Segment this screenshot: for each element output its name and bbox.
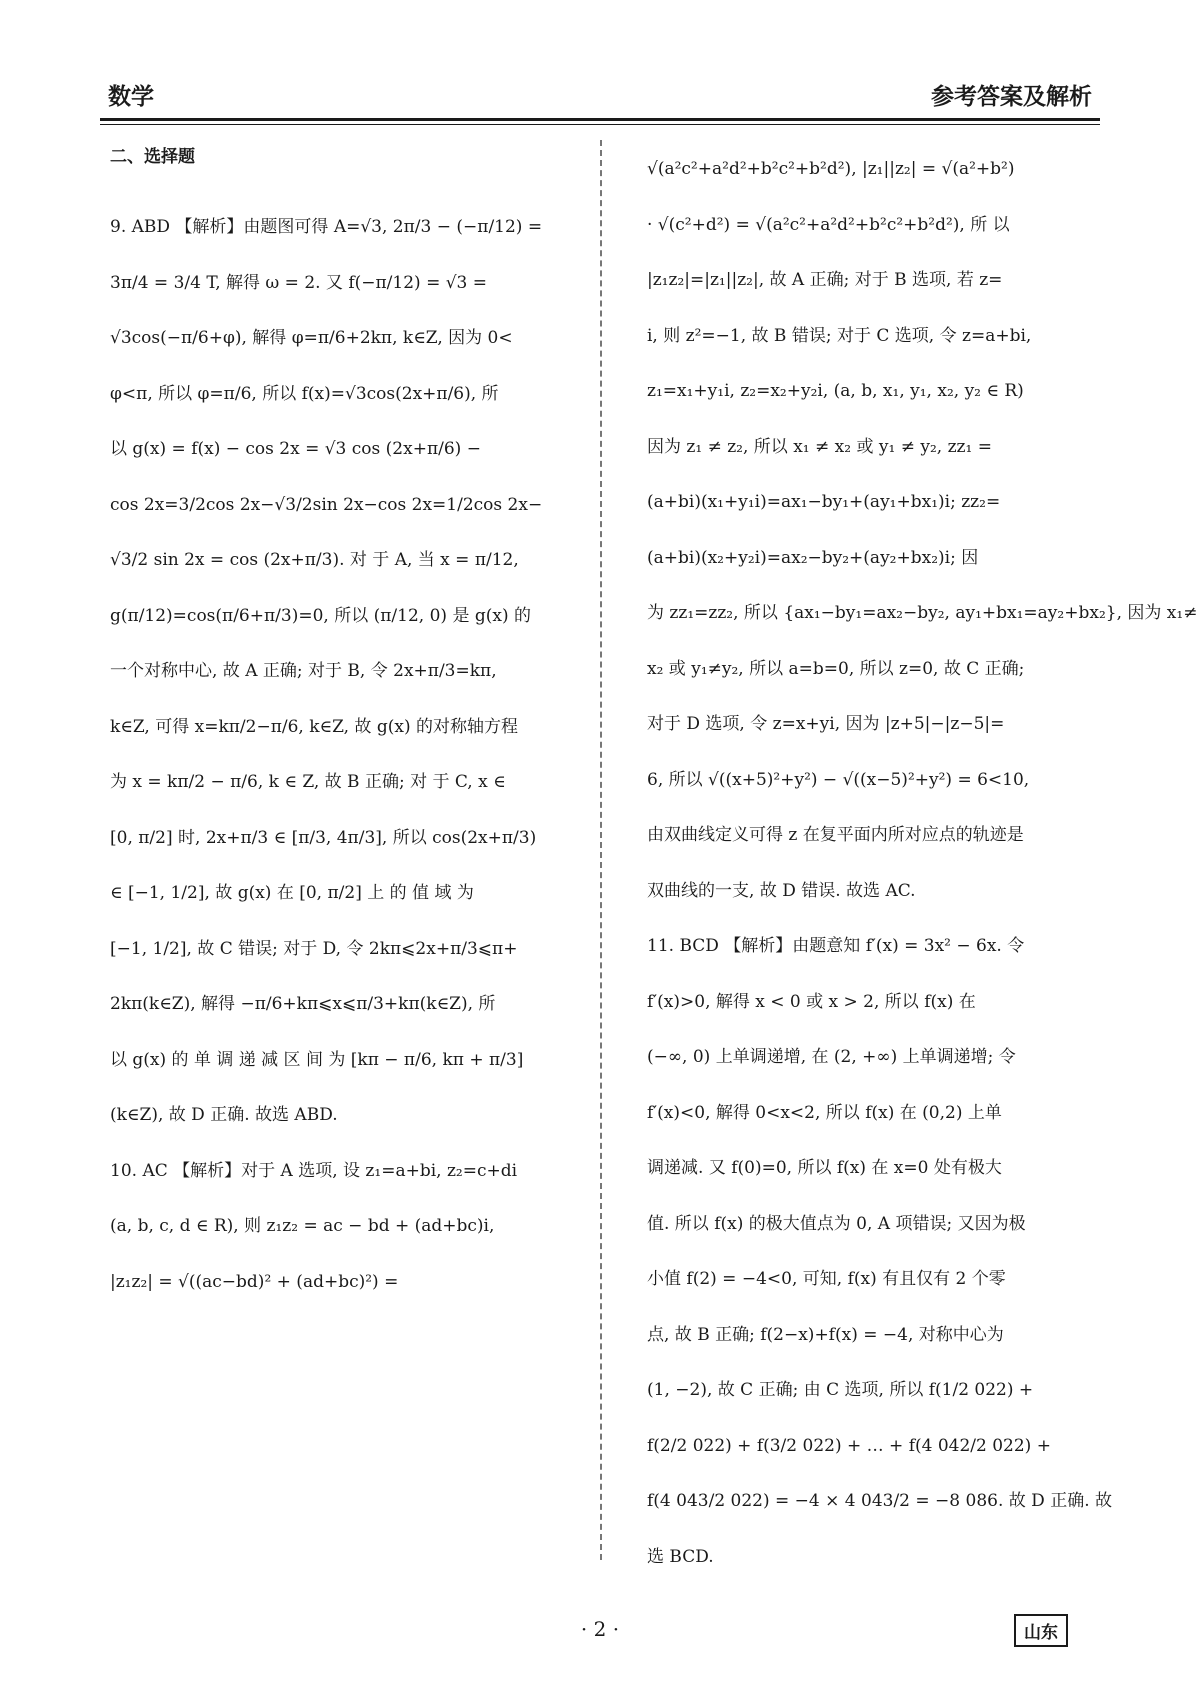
subject-label: 数学 bbox=[108, 84, 154, 110]
text-line: f′(x)<0, 解得 0<x<2, 所以 f(x) 在 (0,2) 上单 bbox=[647, 1102, 1002, 1123]
text-line: 双曲线的一支, 故 D 错误. 故选 AC. bbox=[647, 880, 916, 901]
document-title: 参考答案及解析 bbox=[931, 84, 1092, 110]
header-rule-thin bbox=[100, 124, 1100, 125]
text-line: √(a²c²+a²d²+b²c²+b²d²), |z₁||z₂| = √(a²+b²) bbox=[647, 159, 1015, 179]
text-line: 点, 故 B 正确; f(2−x)+f(x) = −4, 对称中心为 bbox=[647, 1324, 1004, 1345]
text-line: ∈ [−1, 1/2], 故 g(x) 在 [0, π/2] 上 的 值 域 为 bbox=[110, 883, 474, 903]
text-line: k∈Z, 可得 x=kπ/2−π/6, k∈Z, 故 g(x) 的对称轴方程 bbox=[110, 716, 518, 737]
text-line: |z₁z₂| = √((ac−bd)² + (ad+bc)²) = bbox=[110, 1271, 399, 1292]
text-line: 为 x = kπ/2 − π/6, k ∈ Z, 故 B 正确; 对 于 C, x ∈ bbox=[110, 772, 506, 792]
page-header bbox=[100, 78, 1100, 118]
left-column bbox=[110, 142, 580, 1310]
text-line: x₂ 或 y₁≠y₂, 所以 a=b=0, 所以 z=0, 故 C 正确; bbox=[647, 658, 1025, 679]
text-line: cos 2x=3/2cos 2x−√3/2sin 2x−cos 2x=1/2cos 2x− bbox=[110, 494, 543, 515]
text-line: 一个对称中心, 故 A 正确; 对于 B, 令 2x+π/3=kπ, bbox=[110, 661, 497, 681]
text-line: |z₁z₂|=|z₁||z₂|, 故 A 正确; 对于 B 选项, 若 z= bbox=[647, 270, 1003, 290]
text-line: 10. AC 【解析】对于 A 选项, 设 z₁=a+bi, z₂=c+di bbox=[110, 1160, 518, 1181]
text-line: 选 BCD. bbox=[647, 1546, 714, 1567]
text-line: i, 则 z²=−1, 故 B 错误; 对于 C 选项, 令 z=a+bi, bbox=[647, 325, 1032, 346]
header-rule-thick bbox=[100, 118, 1100, 121]
text-line: (k∈Z), 故 D 正确. 故选 ABD. bbox=[110, 1105, 338, 1125]
text-line: g(π/12)=cos(π/6+π/3)=0, 所以 (π/12, 0) 是 g(x) 的 bbox=[110, 605, 531, 626]
left-text-lines bbox=[110, 200, 580, 1310]
text-line: 调递减. 又 f(0)=0, 所以 f(x) 在 x=0 处有极大 bbox=[647, 1158, 1002, 1178]
text-line: 因为 z₁ ≠ z₂, 所以 x₁ ≠ x₂ 或 y₁ ≠ y₂, zz₁ = bbox=[647, 436, 992, 457]
right-column bbox=[647, 142, 1198, 1585]
text-line: f(2/2 022) + f(3/2 022) + … + f(4 042/2 022) + bbox=[647, 1435, 1051, 1456]
text-line: 3π/4 = 3/4 T, 解得 ω = 2. 又 f(−π/12) = √3 = bbox=[110, 272, 488, 293]
text-line: (a+bi)(x₂+y₂i)=ax₂−by₂+(ay₂+bx₂)i; 因 bbox=[647, 547, 979, 568]
text-line: 11. BCD 【解析】由题意知 f′(x) = 3x² − 6x. 令 bbox=[647, 936, 1025, 956]
text-line: z₁=x₁+y₁i, z₂=x₂+y₂i, (a, b, x₁, y₁, x₂, y₂ ∈ R) bbox=[647, 381, 1024, 401]
text-line: [−1, 1/2], 故 C 错误; 对于 D, 令 2kπ⩽2x+π/3⩽π+ bbox=[110, 938, 518, 959]
text-line: √3cos(−π/6+φ), 解得 φ=π/6+2kπ, k∈Z, 因为 0< bbox=[110, 328, 513, 348]
text-line: · √(c²+d²) = √(a²c²+a²d²+b²c²+b²d²), 所 以 bbox=[647, 214, 1010, 235]
text-line: √3/2 sin 2x = cos (2x+π/3). 对 于 A, 当 x = π/12, bbox=[110, 550, 519, 570]
text-line: 对于 D 选项, 令 z=x+yi, 因为 |z+5|−|z−5|= bbox=[647, 714, 1005, 734]
text-line: 小值 f(2) = −4<0, 可知, f(x) 有且仅有 2 个零 bbox=[647, 1269, 1006, 1289]
text-line: 2kπ(k∈Z), 解得 −π/6+kπ⩽x⩽π/3+kπ(k∈Z), 所 bbox=[110, 994, 496, 1014]
page-number: · 2 · bbox=[580, 1617, 620, 1641]
text-line: [0, π/2] 时, 2x+π/3 ∈ [π/3, 4π/3], 所以 cos(2x+π/3) bbox=[110, 827, 537, 848]
region-badge: 山东 bbox=[1014, 1614, 1068, 1647]
text-line: (−∞, 0) 上单调递增, 在 (2, +∞) 上单调递增; 令 bbox=[647, 1047, 1016, 1067]
text-line: (a+bi)(x₁+y₁i)=ax₁−by₁+(ay₁+bx₁)i; zz₂= bbox=[647, 492, 1001, 512]
text-line: 为 zz₁=zz₂, 所以 {ax₁−by₁=ax₂−by₂, ay₁+bx₁=ay₂+bx₂}, 因为 x₁≠ bbox=[647, 603, 1198, 623]
text-line: φ<π, 所以 φ=π/6, 所以 f(x)=√3cos(2x+π/6), 所 bbox=[110, 383, 499, 404]
text-line: 由双曲线定义可得 z 在复平面内所对应点的轨迹是 bbox=[647, 825, 1024, 845]
column-divider bbox=[600, 140, 602, 1560]
text-line: f(4 043/2 022) = −4 × 4 043/2 = −8 086. 故 D 正确. 故 bbox=[647, 1491, 1113, 1511]
text-line: 值. 所以 f(x) 的极大值点为 0, A 项错误; 又因为极 bbox=[647, 1213, 1026, 1234]
text-line: 9. ABD 【解析】由题图可得 A=√3, 2π/3 − (−π/12) = bbox=[110, 217, 543, 237]
text-line: (a, b, c, d ∈ R), 则 z₁z₂ = ac − bd + (ad+bc)i, bbox=[110, 1216, 495, 1236]
text-line: 以 g(x) = f(x) − cos 2x = √3 cos (2x+π/6) − bbox=[110, 439, 481, 459]
text-line: 以 g(x) 的 单 调 递 减 区 间 为 [kπ − π/6, kπ + π/3] bbox=[110, 1049, 524, 1070]
text-line: (1, −2), 故 C 正确; 由 C 选项, 所以 f(1/2 022) + bbox=[647, 1380, 1034, 1400]
text-line: f′(x)>0, 解得 x < 0 或 x > 2, 所以 f(x) 在 bbox=[647, 991, 976, 1012]
text-line: 6, 所以 √((x+5)²+y²) − √((x−5)²+y²) = 6<10, bbox=[647, 769, 1030, 790]
right-text-lines bbox=[647, 142, 1198, 1585]
section-title: 二、选择题 bbox=[110, 147, 195, 167]
